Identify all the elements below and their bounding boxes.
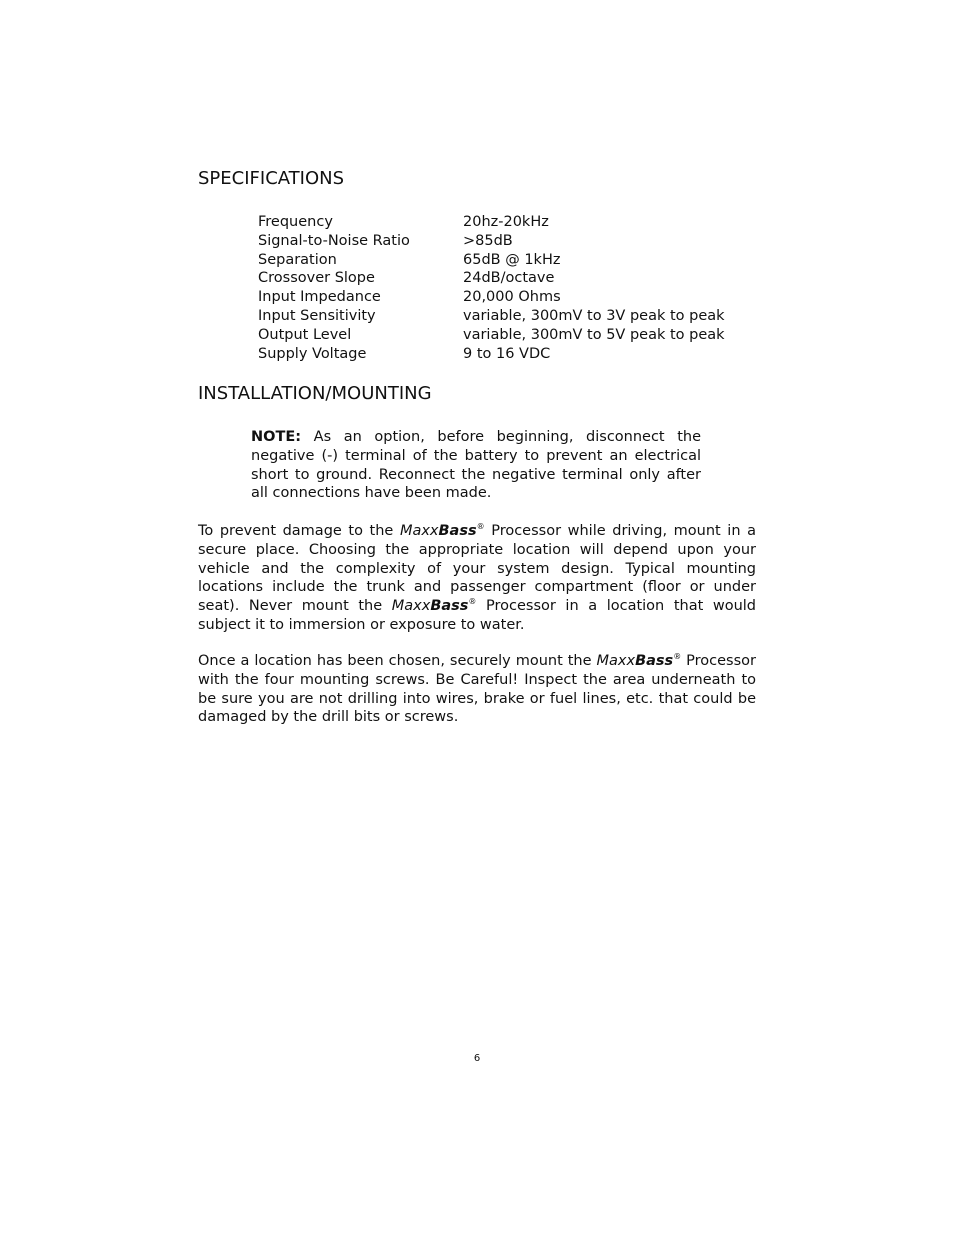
mounting-paragraph-2	[198, 652, 756, 727]
spec-value: 24dB/octave	[463, 270, 555, 287]
spec-value: variable, 300mV to 5V peak to peak	[463, 326, 725, 343]
spec-row	[258, 251, 725, 270]
paragraph-text: Processor while driving, mount in a secure place. Choosing the appropriate location will depend upon your vehicle and the complexity of your system design. Typical mounting locations include the trunk and passenger compartment (floor or under seat). Never mount the	[198, 523, 756, 615]
spec-row	[258, 307, 725, 326]
spec-label: Signal-to-Noise Ratio	[258, 232, 410, 249]
specifications-heading: SPECIFICATIONS	[198, 168, 345, 189]
registered-mark: ®	[476, 522, 485, 532]
paragraph-text: Processor in a location that would subject it to immersion or exposure to water.	[198, 598, 757, 633]
spec-value: 20hz-20kHz	[463, 214, 549, 230]
brand-light: Maxx	[596, 653, 636, 669]
installation-heading: INSTALLATION/MOUNTING	[198, 383, 432, 404]
spec-label: Input Impedance	[258, 289, 381, 306]
brand-light: Maxx	[391, 598, 431, 615]
spec-value: 9 to 16 VDC	[463, 345, 551, 362]
installation-note	[251, 428, 701, 503]
paragraph-text: Once a location has been chosen, securely mount the	[198, 653, 597, 669]
brand-name	[597, 653, 682, 669]
registered-mark: ®	[468, 597, 477, 607]
spec-value: 65dB @ 1kHz	[463, 251, 561, 268]
mounting-paragraph-1	[198, 522, 756, 635]
spec-row	[258, 213, 725, 232]
spec-label: Supply Voltage	[258, 345, 367, 362]
spec-label: Separation	[258, 251, 337, 268]
brand-bold: Bass	[430, 598, 469, 615]
spec-value: >85dB	[463, 232, 513, 249]
spec-row	[258, 345, 725, 364]
paragraph-text: Processor with the four mounting screws. Be Careful! Inspect the area underneath to be sure you are not drilling into wires, brake or fuel lines, etc. that could be damaged by the drill bits or screws.	[198, 653, 756, 726]
brand-name	[400, 523, 485, 539]
specifications-table	[258, 213, 725, 363]
spec-label: Crossover Slope	[258, 270, 375, 287]
brand-name	[392, 598, 477, 614]
spec-row	[258, 326, 725, 345]
spec-value: 20,000 Ohms	[463, 289, 561, 306]
note-text: As an option, before beginning, disconnect the negative (-) terminal of the battery to prevent an electrical short to ground. Reconnect the negative terminal only after all connections have been made.	[251, 429, 701, 502]
spec-label: Input Sensitivity	[258, 307, 376, 324]
spec-label: Output Level	[258, 326, 352, 343]
spec-label: Frequency	[258, 214, 333, 230]
spec-row	[258, 269, 725, 288]
brand-bold: Bass	[635, 653, 674, 669]
brand-light: Maxx	[399, 523, 439, 539]
paragraph-text: To prevent damage to the	[198, 523, 400, 539]
spec-value: variable, 300mV to 3V peak to peak	[463, 307, 725, 324]
spec-row	[258, 232, 725, 251]
note-label: NOTE:	[251, 429, 302, 445]
registered-mark: ®	[673, 652, 682, 662]
brand-bold: Bass	[438, 523, 477, 539]
page-number: 6	[473, 1053, 481, 1064]
spec-row	[258, 288, 725, 307]
